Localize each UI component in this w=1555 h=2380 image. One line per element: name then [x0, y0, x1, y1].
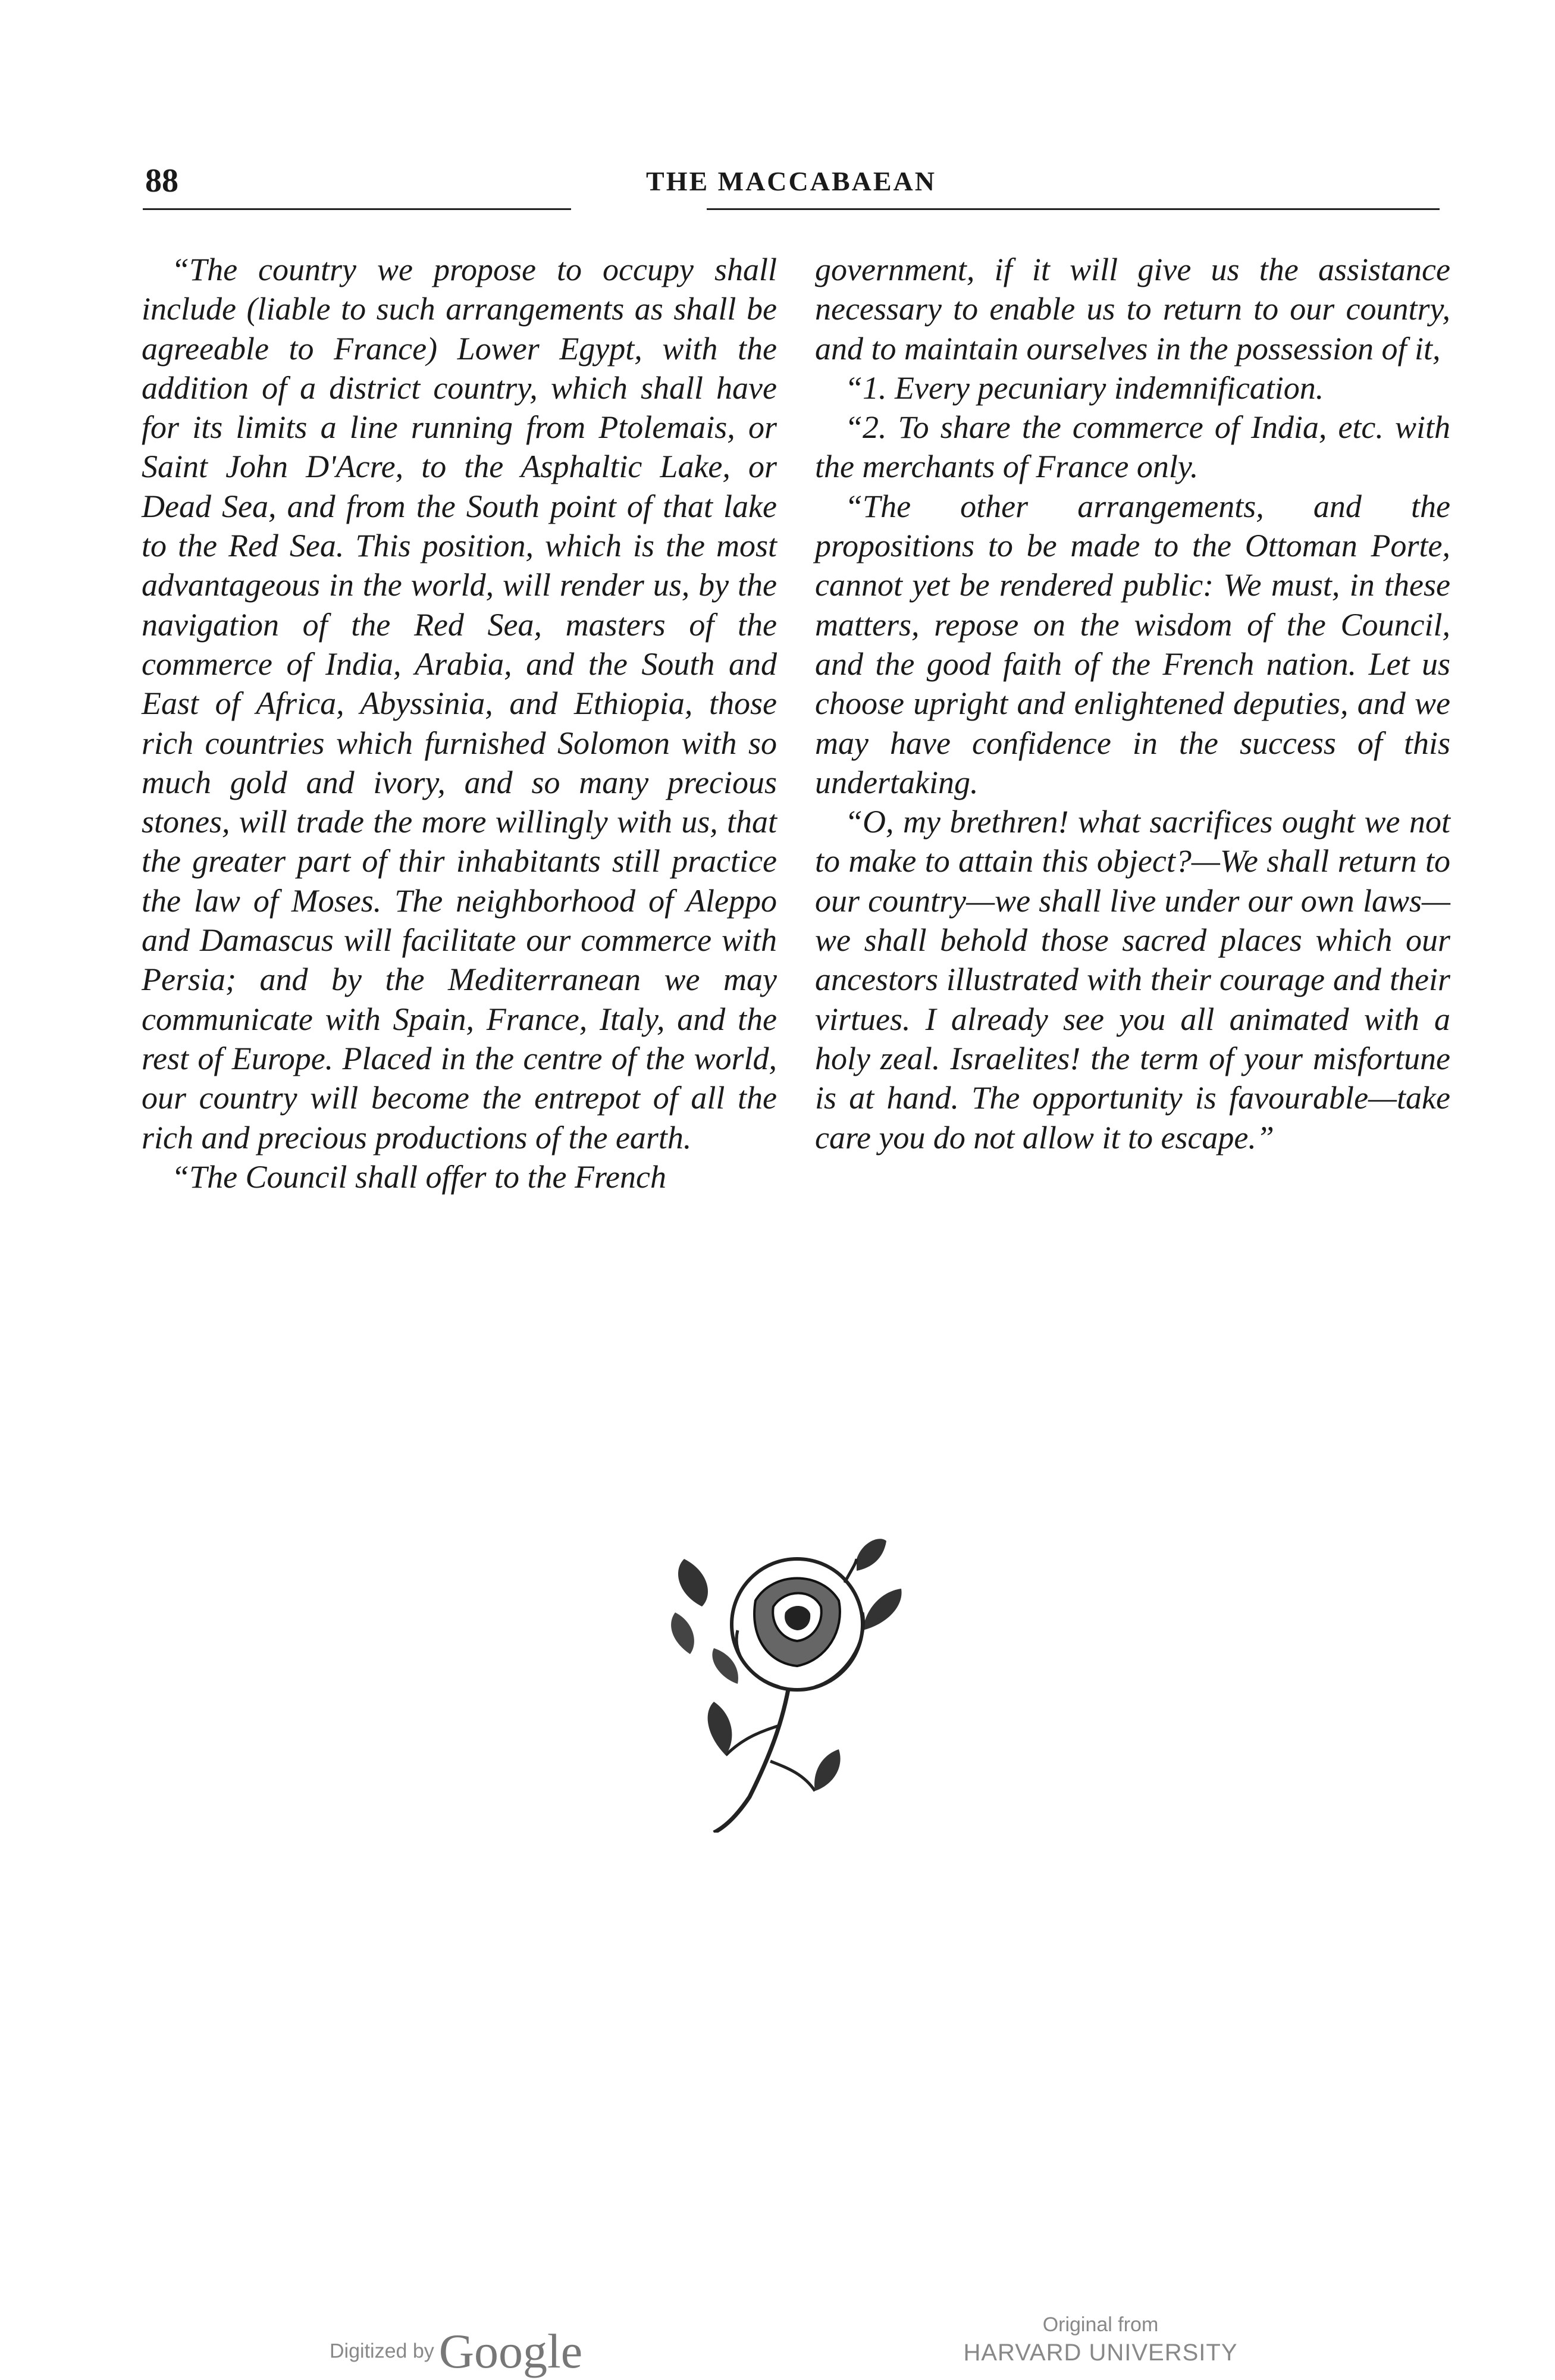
harvard-label: HARVARD UNIVERSITY: [963, 2340, 1238, 2366]
right-paragraph-1: government, if it will give us the assistance necessary to enable us to return to our country, and to maintain ourselves in the possession of it,: [815, 252, 1450, 367]
left-column: [142, 250, 777, 1197]
left-paragraph-2: “The Council shall offer to the French: [171, 1158, 666, 1195]
left-paragraph-1: “The country we propose to occupy shall include (liable to such arrangements as shall be agreeable to France) Lower Egypt, with the addition of a district country, which shall have for its limits a line running from Ptolemais, or Saint John D'Acre, to the Asphaltic Lake, or Dead Sea, and from the South point of that lake to the Red Sea. This position, which is the most advantageous in the world, will render us, by the navigation of the Red Sea, masters of the commerce of India, Arabia, and the South and East of Africa, Abyssinia, and Ethiopia, those rich countries which furnished Solomon with so much gold and ivory, and so many precious stones, will trade the more willingly with us, that the greater part of thir inhabitants still practice the law of Moses. The neighborhood of Aleppo and Damascus will facilitate our commerce with Persia; and by the Mediterranean we may communicate with Spain, France, Italy, and the rest of Europe. Placed in the centre of the world, our country will become the entrepot of all the rich and precious productions of the earth.: [142, 252, 777, 1155]
google-logo: Google: [438, 2324, 583, 2378]
rose-ornament-icon: [666, 1535, 916, 1833]
digitized-by-label: Digitized by: [330, 2340, 434, 2363]
right-paragraph-4: “The other arrangements, and the propositions to be made to the Ottoman Porte, cannot yet be rendered public: We must, in these matters, repose on the wisdom of the Council, and the good faith of the French nation. Let us choose upright and enlightened deputies, and we may have confidence in the success of this undertaking.: [815, 488, 1450, 800]
running-head: THE MACCABAEAN: [646, 166, 936, 196]
digitized-credit: [330, 2323, 582, 2379]
original-from-label: Original from: [1042, 2313, 1159, 2336]
header-rule-left: [143, 208, 571, 210]
right-paragraph-2: “1. Every pecuniary indemnification.: [845, 369, 1324, 406]
page-number: 88: [145, 162, 178, 199]
right-paragraph-3: “2. To share the commerce of India, etc. with the merchants of France only.: [815, 409, 1450, 485]
original-source: [952, 2312, 1249, 2368]
header-rule-right: [707, 208, 1440, 210]
page-header: [143, 162, 1440, 212]
right-column: [815, 250, 1450, 1157]
right-paragraph-5: “O, my brethren! what sacrifices ought we not to make to attain this object?—We shall return to our country—we shall live under our own laws—we shall behold those sacred places which our ancestors illustrated with their courage and their virtues. I already see you all animated with a holy zeal. Israelites! the term of your misfortune is at hand. The opportunity is favourable—take care you do not allow it to escape.”: [815, 804, 1450, 1155]
